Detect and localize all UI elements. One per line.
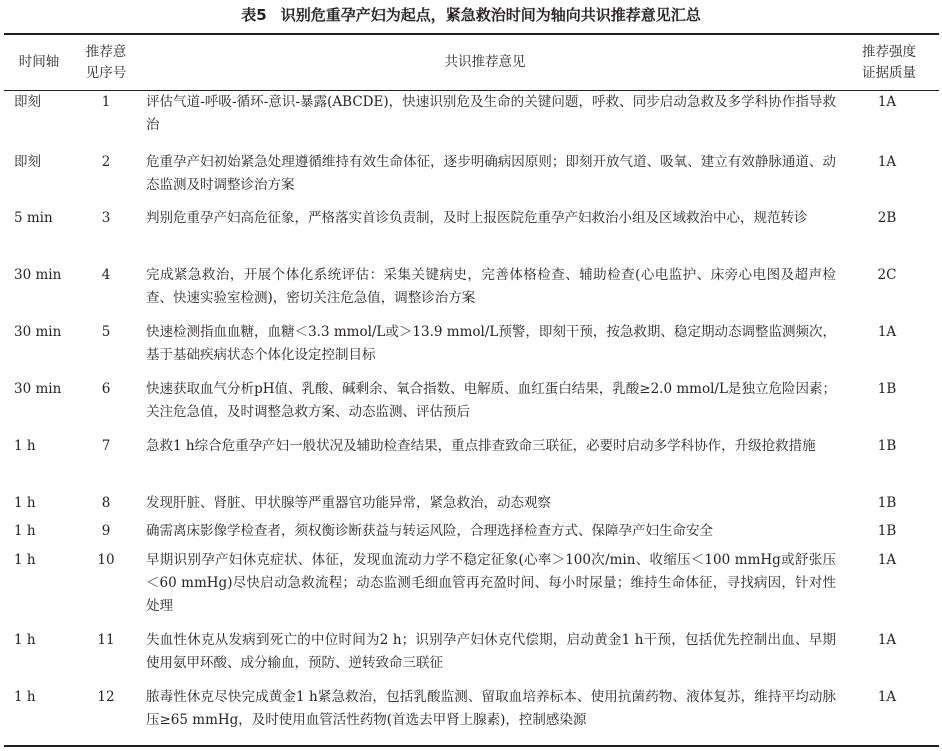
row-time: 1 h — [14, 495, 36, 511]
row-grade: 1B — [877, 381, 897, 397]
row-number: 12 — [97, 689, 115, 705]
row-number: 1 — [101, 94, 111, 110]
row-grade: 1B — [877, 438, 897, 454]
table-row — [0, 321, 942, 378]
table-number: 表5 — [241, 6, 267, 24]
row-number: 3 — [101, 210, 111, 226]
row-grade: 1A — [877, 154, 897, 170]
row-time: 1 h — [14, 523, 36, 539]
table-row — [0, 629, 942, 686]
header-sequence-line1: 推荐意 — [85, 43, 127, 60]
table-row — [0, 91, 942, 151]
table-row — [0, 492, 942, 520]
row-time: 即刻 — [14, 154, 41, 170]
row-grade: 1A — [877, 632, 897, 648]
header-time-label: 时间轴 — [18, 54, 60, 70]
header-sequence — [76, 35, 136, 90]
row-number: 9 — [101, 523, 111, 539]
table-row — [0, 264, 942, 321]
row-grade: 2C — [877, 267, 897, 283]
row-opinion: 快速获取血气分析pH值、乳酸、碱剩余、氧合指数、电解质、血红蛋白结果，乳酸≥2.0 mmol/L是独立危险因素；关注危急值，及时调整急救方案、动态监测、评估预后 — [146, 381, 836, 420]
table-body — [0, 91, 942, 742]
table-row — [0, 549, 942, 629]
row-time: 5 min — [14, 210, 53, 226]
row-opinion: 失血性休克从发病到死亡的中位时间为2 h；识别孕产妇休克代偿期，启动黄金1 h干预，包括优先控制出血、早期使用氨甲环酸、成分输血，预防、逆转致命三联征 — [146, 632, 836, 671]
row-number: 4 — [101, 267, 111, 283]
row-grade: 2B — [877, 210, 897, 226]
header-sequence-line2: 见序号 — [85, 64, 127, 81]
row-time: 1 h — [14, 632, 36, 648]
row-time: 1 h — [14, 438, 36, 454]
row-time: 30 min — [14, 267, 62, 283]
table-row — [0, 207, 942, 264]
table-row — [0, 686, 942, 742]
row-time: 1 h — [14, 552, 36, 568]
header-opinion-label: 共识推荐意见 — [444, 54, 526, 70]
table-caption — [0, 5, 942, 25]
table-row — [0, 378, 942, 435]
row-number: 8 — [101, 495, 111, 511]
header-grade-line2: 证据质量 — [862, 64, 916, 81]
row-time: 30 min — [14, 324, 62, 340]
table-title: 识别危重孕产妇为起点，紧急救治时间为轴向共识推荐意见汇总 — [280, 6, 701, 24]
row-number: 11 — [97, 632, 115, 648]
row-time: 30 min — [14, 381, 62, 397]
row-opinion: 评估气道-呼吸-循环-意识-暴露(ABCDE)，快速识别危及生命的关键问题，呼救、同步启动急救及多学科协作指导救治 — [146, 94, 836, 133]
table-row — [0, 435, 942, 492]
row-opinion: 早期识别孕产妇休克症状、体征，发现血流动力学不稳定征象(心率＞100次/min、收缩压＜100 mmHg或舒张压＜60 mmHg)尽快启动急救流程；动态监测毛细血管再充盈时间、每小时尿量；维持生命体征，寻找病因，针对性处理 — [146, 552, 836, 614]
bottom-rule — [4, 745, 939, 747]
row-grade: 1B — [877, 523, 897, 539]
row-number: 10 — [97, 552, 115, 568]
row-number: 7 — [101, 438, 111, 454]
row-time: 1 h — [14, 689, 36, 705]
table-row — [0, 520, 942, 549]
row-opinion: 完成紧急救治，开展个体化系统评估：采集关键病史，完善体格检查、辅助检查(心电监护、床旁心电图及超声检查、快速实验室检测)，密切关注危急值，调整诊治方案 — [146, 267, 836, 306]
row-opinion: 发现肝脏、肾脏、甲状腺等严重器官功能异常，紧急救治，动态观察 — [146, 495, 551, 511]
row-opinion: 危重孕产妇初始紧急处理遵循维持有效生命体征，逐步明确病因原则；即刻开放气道、吸氧、建立有效静脉通道、动态监测及时调整诊治方案 — [146, 154, 836, 193]
row-number: 6 — [101, 381, 111, 397]
header-time — [4, 35, 74, 90]
row-number: 2 — [101, 154, 111, 170]
table-row — [0, 151, 942, 207]
row-opinion: 急救1 h综合危重孕产妇一般状况及辅助检查结果，重点排查致命三联征，必要时启动多学科协作，升级抢救措施 — [146, 438, 816, 454]
row-opinion: 脓毒性休克尽快完成黄金1 h紧急救治，包括乳酸监测、留取血培养标本、使用抗菌药物、液体复苏，维持平均动脉压≥65 mmHg，及时使用血管活性药物(首选去甲肾上腺素)，控制感染源 — [146, 689, 836, 728]
row-time: 即刻 — [14, 94, 41, 110]
header-opinion — [140, 35, 830, 90]
row-grade: 1A — [877, 324, 897, 340]
row-opinion: 快速检测指血血糖，血糖＜3.3 mmol/L或＞13.9 mmol/L预警，即刻干预，按急救期、稳定期动态调整监测频次，基于基础疾病状态个体化设定控制目标 — [146, 324, 836, 363]
row-grade: 1A — [877, 94, 897, 110]
row-grade: 1A — [877, 552, 897, 568]
header-grade-line1: 推荐强度 — [862, 43, 916, 60]
row-grade: 1B — [877, 495, 897, 511]
row-opinion: 确需离床影像学检查者，须权衡诊断获益与转运风险，合理选择检查方式、保障孕产妇生命安全 — [146, 523, 713, 539]
header-grade — [842, 35, 936, 90]
row-opinion: 判别危重孕产妇高危征象，严格落实首诊负责制，及时上报医院危重孕产妇救治小组及区域救治中心，规范转诊 — [146, 210, 808, 226]
row-number: 5 — [101, 324, 111, 340]
row-grade: 1A — [877, 689, 897, 705]
